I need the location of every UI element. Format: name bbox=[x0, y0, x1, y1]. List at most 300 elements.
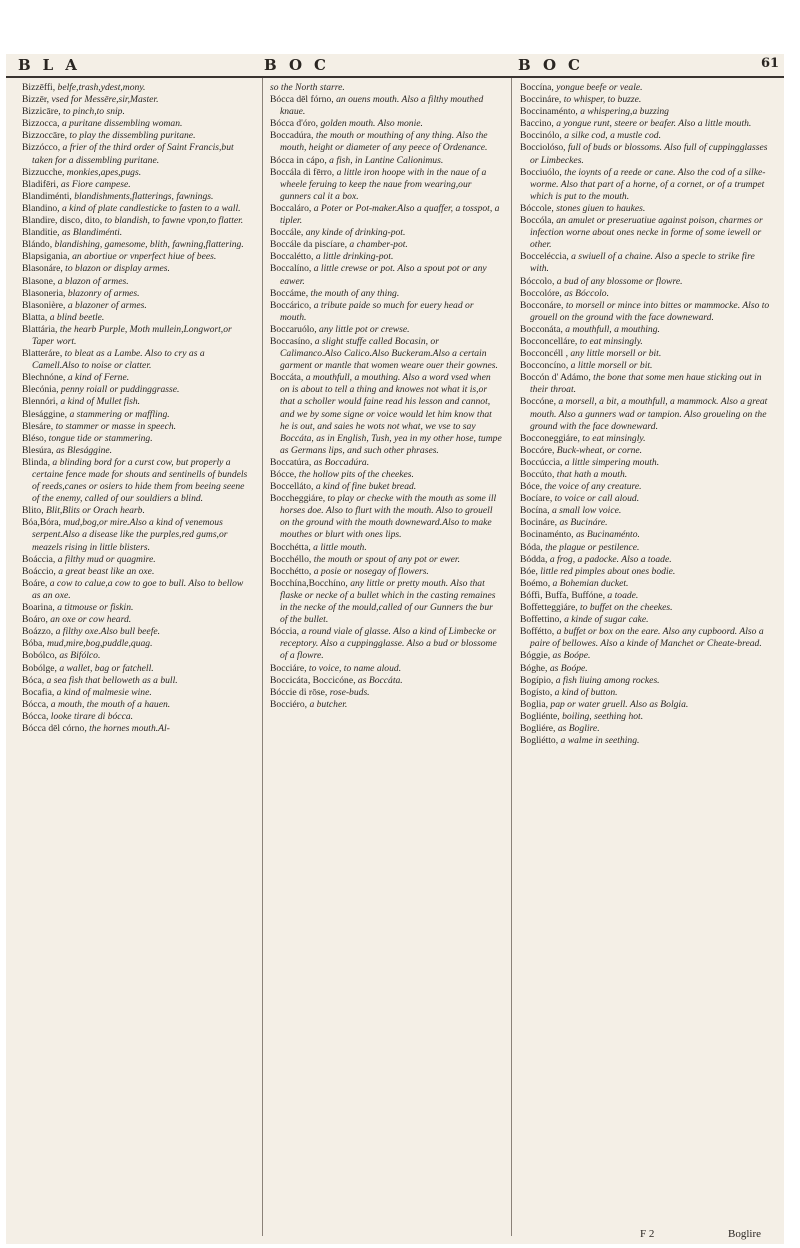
entry-definition: to play the dissembling puritane. bbox=[69, 130, 196, 142]
dictionary-entry bbox=[270, 578, 502, 626]
entry-headword: Blinda, bbox=[22, 456, 50, 468]
dictionary-entry bbox=[520, 566, 770, 578]
dictionary-entry bbox=[520, 167, 770, 203]
entry-definition: to morsell or mince into bittes or mammocke. Also to grouell on the ground with the face downeward. bbox=[530, 299, 770, 323]
entry-headword: Bizzucche, bbox=[22, 166, 65, 178]
entry-headword: Bóba, bbox=[22, 638, 45, 650]
entry-headword: Blito, bbox=[22, 505, 44, 517]
entry-headword: Blatteráre, bbox=[22, 348, 63, 360]
entry-headword: Bóggie, bbox=[520, 650, 551, 662]
dictionary-entry bbox=[520, 215, 770, 251]
entry-headword: Boáre, bbox=[22, 577, 48, 589]
dictionary-entry bbox=[520, 554, 770, 566]
dictionary-entry bbox=[22, 142, 254, 166]
entry-headword: Bócca dēl córno, bbox=[22, 722, 87, 734]
entry-definition: mud,bog,or mire.Also a kind of venemous serpent.Also a disease like the purples,red gums,or meazels rising in little blisters. bbox=[32, 517, 228, 553]
entry-definition: to blandish, to fawne vpon,to flatter. bbox=[104, 215, 244, 227]
entry-definition: a fish liuing among rockes. bbox=[555, 674, 660, 686]
entry-headword: Bocinaménto, bbox=[520, 529, 574, 541]
entry-headword: Blesággine, bbox=[22, 408, 68, 420]
dictionary-entry bbox=[520, 251, 770, 275]
entry-definition: as Bucinaménto. bbox=[575, 529, 640, 541]
entry-definition: a mouthfull, a mouthing. bbox=[565, 323, 660, 335]
dictionary-entry bbox=[520, 82, 770, 94]
entry-headword: Bócca, bbox=[22, 698, 49, 710]
page-number: 61 bbox=[761, 56, 780, 71]
dictionary-entry bbox=[270, 481, 502, 493]
entry-definition: blandishments,flatterings, fawnings. bbox=[74, 190, 214, 202]
entry-headword: Boáccia, bbox=[22, 553, 56, 565]
entry-headword: Blechnóne, bbox=[22, 372, 66, 384]
entry-headword: Boccolóre, bbox=[520, 287, 562, 299]
entry-definition: an amulet or preseruatiue against poison, charmes or infection worne about ones necke in forme of some iewell or other. bbox=[530, 215, 763, 251]
dictionary-entry bbox=[22, 663, 254, 675]
entry-definition: to stammer or masse in speech. bbox=[55, 420, 177, 432]
entry-headword: Bocconeggiáre, bbox=[520, 432, 580, 444]
entry-headword: Bóca, bbox=[22, 674, 45, 686]
entry-definition: vsed for Messēre,sir,Master. bbox=[51, 94, 159, 106]
dictionary-entry bbox=[520, 360, 770, 372]
entry-headword: Bocciéro, bbox=[270, 698, 308, 710]
entry-definition: tongue tide or stammering. bbox=[48, 432, 153, 444]
column-2 bbox=[270, 82, 502, 711]
entry-definition: a little mouth. bbox=[313, 541, 367, 553]
entry-definition: a stammering or maffling. bbox=[69, 408, 170, 420]
dictionary-entry bbox=[520, 481, 770, 493]
dictionary-entry bbox=[520, 445, 770, 457]
dictionary-entry bbox=[22, 288, 254, 300]
entry-headword: Boccóne, bbox=[520, 396, 556, 408]
dictionary-entry bbox=[270, 687, 502, 699]
dictionary-entry bbox=[520, 324, 770, 336]
entry-headword: Bóccole, bbox=[520, 202, 554, 214]
dictionary-entry bbox=[520, 542, 770, 554]
dictionary-entry bbox=[520, 687, 770, 699]
entry-headword: Boccatúra, bbox=[270, 456, 312, 468]
dictionary-entry bbox=[520, 590, 770, 602]
entry-headword: Blasoneria, bbox=[22, 287, 66, 299]
entry-definition: a titmouse or fiskin. bbox=[57, 602, 134, 614]
dictionary-entry bbox=[270, 372, 502, 457]
entry-definition: to bleat as a Lambe. Also to cry as a Camell.Also to noise or clatter. bbox=[32, 348, 205, 372]
entry-definition: a kind of Mullet fish. bbox=[60, 396, 141, 408]
entry-headword: Bogliétto, bbox=[520, 735, 559, 747]
entry-definition: a blazoner of armes. bbox=[67, 299, 147, 311]
column-divider bbox=[262, 78, 263, 1236]
entry-headword: Bocchétta, bbox=[270, 541, 311, 553]
entry-headword: Bóccia, bbox=[270, 626, 300, 638]
entry-definition: a kind of fine buket bread. bbox=[315, 481, 417, 493]
entry-headword: Boccóla, bbox=[520, 215, 554, 227]
entry-definition: a silke cod, a mustle cod. bbox=[564, 130, 661, 142]
dictionary-entry bbox=[270, 469, 502, 481]
entry-definition: a tribute paide so much for euery head or mouth. bbox=[280, 299, 474, 323]
header-rule bbox=[6, 76, 784, 78]
entry-headword: Boémo, bbox=[520, 577, 551, 589]
dictionary-entry bbox=[22, 409, 254, 421]
entry-definition: stones giuen to haukes. bbox=[556, 202, 646, 214]
entry-headword: Bóccolo, bbox=[520, 275, 555, 287]
dictionary-entry bbox=[22, 638, 254, 650]
entry-definition: little red pimples about ones bodie. bbox=[540, 565, 676, 577]
dictionary-entry bbox=[270, 203, 502, 227]
entry-definition: a small low voice. bbox=[551, 505, 622, 517]
entry-definition: as Boccáta. bbox=[357, 674, 403, 686]
entry-headword: Bizzēffi, bbox=[22, 82, 56, 93]
dictionary-entry bbox=[520, 735, 770, 747]
dictionary-entry bbox=[270, 300, 502, 324]
entry-headword: Bocciolóso, bbox=[520, 142, 566, 154]
entry-headword: Blesúra, bbox=[22, 444, 54, 456]
entry-headword: Bocciuólo, bbox=[520, 166, 562, 178]
entry-headword: Bobólge, bbox=[22, 662, 57, 674]
dictionary-entry bbox=[22, 433, 254, 445]
dictionary-entry bbox=[22, 179, 254, 191]
dictionary-entry bbox=[22, 348, 254, 372]
dictionary-entry bbox=[22, 650, 254, 662]
entry-headword: Blandire, disco, dito, bbox=[22, 215, 103, 227]
entry-definition: as Bifólco. bbox=[59, 650, 101, 662]
entry-headword: Boccinólo, bbox=[520, 130, 562, 142]
entry-definition: a great beast like an oxe. bbox=[58, 565, 155, 577]
entry-definition: a round viale of glasse. Also a kind of Limbecke or receptory. Also a cuppingglasse. Also a bud or blossome of a flowre. bbox=[280, 626, 497, 662]
entry-headword: Boccadúra, bbox=[270, 130, 314, 142]
dictionary-entry bbox=[22, 445, 254, 457]
dictionary-entry bbox=[22, 94, 254, 106]
entry-headword: Boccále, bbox=[270, 227, 304, 239]
entry-headword: Boccaláro, bbox=[270, 202, 312, 214]
dictionary-entry bbox=[22, 215, 254, 227]
entry-definition: a kind of button. bbox=[554, 686, 618, 698]
entry-definition: Buck-wheat, or corne. bbox=[556, 444, 643, 456]
entry-definition: blazonry of armes. bbox=[67, 287, 140, 299]
entry-definition: a buffet or box on the eare. Also any cupboord. Also a paire of bellowes. Also a kinde of Manchet or Cheate-bread. bbox=[530, 626, 764, 650]
dictionary-entry bbox=[22, 554, 254, 566]
dictionary-entry bbox=[270, 493, 502, 541]
dictionary-entry bbox=[520, 626, 770, 650]
entry-headword: Boccheggiáre, bbox=[270, 493, 326, 505]
dictionary-entry bbox=[270, 457, 502, 469]
entry-definition: a mouth, the mouth of a hauen. bbox=[50, 698, 171, 710]
dictionary-entry bbox=[270, 336, 502, 372]
dictionary-entry bbox=[22, 167, 254, 179]
dictionary-entry bbox=[520, 723, 770, 735]
entry-definition: as Fiore campese. bbox=[60, 178, 131, 190]
dictionary-entry bbox=[270, 167, 502, 203]
dictionary-entry bbox=[270, 566, 502, 578]
entry-definition: a Poter or Pot-maker.Also a quaffer, a tosspot, a tipler. bbox=[280, 202, 500, 227]
entry-headword: Bóda, bbox=[520, 541, 543, 553]
entry-headword: Bódda, bbox=[520, 553, 548, 565]
entry-headword: Bócca, bbox=[22, 710, 49, 722]
dictionary-entry bbox=[520, 94, 770, 106]
column-3 bbox=[520, 82, 770, 747]
dictionary-entry bbox=[22, 421, 254, 433]
entry-headword: Boccaruólo, bbox=[270, 323, 317, 335]
entry-headword: Boáccio, bbox=[22, 565, 56, 577]
entry-definition: rose-buds. bbox=[329, 686, 370, 698]
entry-definition: a filthy mud or quagmire. bbox=[57, 553, 156, 565]
entry-definition: to eat minsingly. bbox=[582, 432, 646, 444]
entry-headword: Bocconcíno, bbox=[520, 360, 569, 372]
entry-headword: Boccicáta, Boccicóne, bbox=[270, 674, 356, 686]
entry-headword: Boccúto, bbox=[520, 469, 555, 480]
dictionary-entry bbox=[520, 142, 770, 166]
entry-headword: Blandino, bbox=[22, 202, 60, 214]
entry-headword: Bóffi, Buffa, Buffóne, bbox=[520, 589, 606, 601]
entry-headword: Boccáta, bbox=[270, 372, 304, 384]
entry-definition: a little iron hoope with in the naue of a wheele feruing to keep the naue from wearing,our gunners cal it a box. bbox=[280, 166, 487, 202]
entry-definition: a cow to calue,a cow to goe to bull. Also to bellow as an oxe. bbox=[32, 577, 244, 601]
dictionary-entry bbox=[520, 348, 770, 360]
dictionary-entry bbox=[270, 542, 502, 554]
entry-definition: full of buds or blossoms. Also full of cuppingglasses or Limbeckes. bbox=[530, 142, 768, 166]
entry-headword: Boccasíno, bbox=[270, 335, 313, 347]
entry-headword: Bizzoccāre, bbox=[22, 130, 68, 142]
entry-headword: Bocchétto, bbox=[270, 565, 312, 577]
entry-headword: Bocconcéll bbox=[520, 348, 564, 360]
dictionary-entry bbox=[520, 675, 770, 687]
entry-definition: a little simpering mouth. bbox=[564, 456, 660, 468]
dictionary-entry bbox=[520, 130, 770, 142]
entry-definition: a little crewse or pot. Also a spout pot or any eawer. bbox=[280, 263, 487, 287]
entry-definition: a sea fish that belloweth as a bull. bbox=[46, 674, 178, 686]
entry-headword: Boccalíno, bbox=[270, 263, 312, 275]
entry-headword: Bocceléccia, bbox=[520, 251, 569, 263]
dictionary-entry bbox=[270, 118, 502, 130]
dictionary-entry bbox=[270, 626, 502, 662]
dictionary-entry bbox=[520, 372, 770, 396]
dictionary-entry bbox=[520, 300, 770, 324]
entry-definition: a blind beetle. bbox=[49, 311, 105, 323]
dictionary-entry bbox=[270, 227, 502, 239]
entry-definition: a slight stuffe called Bocasin, or Calimanco.Also Calico.Also Buckeram.Also a certain garment or mantle that women weare ouer their gownes. bbox=[280, 335, 498, 372]
entry-headword: Boccárico, bbox=[270, 299, 312, 311]
dictionary-entry bbox=[22, 517, 254, 553]
dictionary-entry bbox=[520, 469, 770, 481]
entry-headword: Blecónia, bbox=[22, 384, 59, 396]
entry-definition: a morsell, a bit, a mouthfull, a mammock. Also a great mouth. Also a gunners wad or tampion. Also groueling on the ground with the face downeward. bbox=[530, 396, 768, 432]
dictionary-entry bbox=[520, 457, 770, 469]
entry-headword: Bladifēri, bbox=[22, 178, 59, 190]
entry-definition: any little or pretty mouth. Also that flaske or necke of a bullet which in the casting remaines in the necke of the mould,called of our Gunners the bur of the bullet. bbox=[280, 577, 496, 626]
entry-definition: blandishing, gamesome, blith, fawning,flattering. bbox=[54, 239, 244, 251]
entry-definition: to eat minsingly. bbox=[579, 335, 643, 347]
dictionary-entry bbox=[22, 675, 254, 687]
entry-headword: Bizzicāre, bbox=[22, 106, 61, 118]
dictionary-entry bbox=[270, 155, 502, 167]
entry-definition: as Boópe. bbox=[552, 650, 591, 662]
entry-definition: a walme in seething. bbox=[560, 735, 640, 747]
entry-definition: a chamber-pot. bbox=[349, 239, 408, 251]
entry-definition: to voice or call aloud. bbox=[554, 493, 640, 505]
dictionary-entry bbox=[520, 203, 770, 215]
header-left-guide: BLA bbox=[18, 56, 89, 74]
dictionary-entry bbox=[270, 675, 502, 687]
entry-definition: a bud of any blossome or flowre. bbox=[556, 275, 683, 287]
dictionary-entry bbox=[22, 130, 254, 142]
entry-headword: Boccála di fērro, bbox=[270, 166, 335, 178]
entry-headword: Bocafia, bbox=[22, 686, 55, 698]
entry-headword: Boccalétto, bbox=[270, 251, 314, 263]
entry-headword: Bizzēr, bbox=[22, 94, 50, 106]
dictionary-entry bbox=[270, 324, 502, 336]
entry-headword: Bócca dēl fórno, bbox=[270, 94, 334, 106]
entry-definition: as Boópe. bbox=[549, 662, 588, 674]
header-middle-guide: BOC bbox=[264, 56, 338, 74]
dictionary-entry bbox=[270, 82, 502, 94]
entry-definition: a blazon of armes. bbox=[57, 275, 129, 287]
dictionary-entry bbox=[22, 626, 254, 638]
dictionary-entry bbox=[22, 723, 254, 735]
entry-definition: to whisper, to buzze. bbox=[563, 94, 642, 106]
entry-definition: monkies,apes,pugs. bbox=[66, 166, 142, 178]
entry-headword: Bocconcelláre, bbox=[520, 335, 578, 347]
dictionary-entry bbox=[22, 372, 254, 384]
entry-definition: an abortiue or vnperfect hiue of bees. bbox=[72, 251, 217, 263]
entry-headword: Boccón d' Adámo, bbox=[520, 372, 591, 384]
dictionary-entry bbox=[22, 191, 254, 203]
entry-headword: Blanditie, bbox=[22, 227, 60, 239]
entry-headword: Bocconáta, bbox=[520, 323, 563, 335]
dictionary-entry bbox=[520, 493, 770, 505]
entry-definition: Blit,Blits or Orach hearb. bbox=[46, 505, 145, 517]
entry-headword: Boccóre, bbox=[520, 444, 555, 456]
column-1 bbox=[22, 82, 254, 735]
dictionary-entry bbox=[520, 517, 770, 529]
dictionary-entry bbox=[270, 251, 502, 263]
entry-definition: mud,mire,bog,puddle,quag. bbox=[47, 638, 153, 650]
column-divider bbox=[511, 78, 512, 1236]
dictionary-entry bbox=[22, 312, 254, 324]
entry-headword: Blasone, bbox=[22, 275, 56, 287]
entry-definition: a swiuell of a chaine. Also a specle to strike fire with. bbox=[530, 251, 755, 275]
entry-definition: a toade. bbox=[607, 589, 639, 601]
entry-definition: a kind of Ferne. bbox=[67, 372, 130, 384]
entry-headword: Blasonière, bbox=[22, 299, 66, 311]
entry-definition: to blazon or display armes. bbox=[65, 263, 170, 275]
entry-definition: the hollow pits of the cheekes. bbox=[298, 469, 414, 480]
entry-definition: a mouthfull, a mouthing. Also a word vsed when on is about to tell a thing and knowes not what it is,or that a scholler would faine read his lesson and cannot, and we by some signe or voice would let him know that he is out, and saies he wots not what, we vse to say Boccáta, as in English, Tush, yea in my other hose, tumpe as Germans lips, and such other phrases. bbox=[280, 372, 502, 456]
entry-headword: Boccináre, bbox=[520, 94, 562, 106]
entry-definition: that hath a mouth. bbox=[556, 469, 628, 480]
entry-definition: a filthy oxe.Also bull beefe. bbox=[55, 626, 161, 638]
entry-definition: a puritane dissembling woman. bbox=[61, 118, 183, 130]
entry-definition: as Boccadúra. bbox=[313, 456, 370, 468]
entry-definition: as Boglire. bbox=[557, 722, 600, 734]
entry-definition: as Bóccolo. bbox=[564, 287, 609, 299]
entry-definition: a Bohemian ducket. bbox=[552, 577, 629, 589]
signature-mark: F 2 bbox=[640, 1228, 655, 1240]
dictionary-entry bbox=[520, 396, 770, 432]
entry-headword: Bobólco, bbox=[22, 650, 57, 662]
dictionary-entry bbox=[22, 324, 254, 348]
dictionary-entry bbox=[520, 699, 770, 711]
dictionary-entry bbox=[22, 118, 254, 130]
entry-definition: the voice of any creature. bbox=[544, 481, 642, 493]
dictionary-entry bbox=[22, 396, 254, 408]
dictionary-entry bbox=[270, 130, 502, 154]
dictionary-entry bbox=[520, 650, 770, 662]
entry-headword: Bóce, bbox=[520, 481, 543, 493]
entry-headword: Bléso, bbox=[22, 432, 47, 444]
entry-definition: the hornes mouth.Al- bbox=[89, 722, 170, 734]
dictionary-entry bbox=[22, 711, 254, 723]
entry-headword: Boffettino, bbox=[520, 614, 562, 626]
entry-headword: Bocína, bbox=[520, 505, 550, 517]
entry-headword: Boccúccia, bbox=[520, 456, 563, 468]
entry-headword: Bocináre, bbox=[520, 517, 558, 529]
dictionary-entry bbox=[22, 566, 254, 578]
entry-headword: Bócca in cápo, bbox=[270, 154, 327, 166]
entry-definition: a frier of the third order of Saint Francis,but taken for a dissembling puritane. bbox=[32, 142, 234, 166]
dictionary-entry bbox=[22, 239, 254, 251]
running-header bbox=[6, 54, 784, 76]
dictionary-entry bbox=[270, 699, 502, 711]
entry-headword: Boccelláto, bbox=[270, 481, 314, 493]
entry-definition: as Bucináre. bbox=[559, 517, 608, 529]
entry-definition: boiling, seething hot. bbox=[562, 710, 644, 722]
entry-headword: Blesáre, bbox=[22, 420, 54, 432]
entry-headword: Bóghe, bbox=[520, 662, 548, 674]
entry-definition: as Blesággine. bbox=[56, 444, 113, 456]
entry-headword: Boázzo, bbox=[22, 626, 54, 638]
dictionary-entry bbox=[270, 239, 502, 251]
dictionary-entry bbox=[22, 82, 254, 94]
dictionary-entry bbox=[22, 457, 254, 505]
dictionary-entry bbox=[520, 336, 770, 348]
entry-definition: a little morsell or bit. bbox=[570, 360, 653, 372]
catchword: Boglire bbox=[728, 1228, 761, 1240]
entry-definition: the plague or pestilence. bbox=[545, 541, 640, 553]
entry-definition: the mouth of any thing. bbox=[310, 287, 400, 299]
entry-definition: yongue beefe or veale. bbox=[556, 82, 643, 93]
entry-headword: Blennóri, bbox=[22, 396, 58, 408]
dictionary-entry bbox=[270, 554, 502, 566]
dictionary-entry bbox=[520, 529, 770, 541]
entry-definition: pap or water gruell. Also as Bolgia. bbox=[550, 698, 689, 710]
dictionary-entry bbox=[22, 227, 254, 239]
entry-headword: Boáro, bbox=[22, 614, 48, 626]
entry-definition: an oxe or cow heard. bbox=[50, 614, 132, 626]
entry-headword: Bocchína,Bocchíno, bbox=[270, 577, 348, 589]
entry-headword: Blándo, bbox=[22, 239, 53, 251]
dictionary-entry bbox=[22, 614, 254, 626]
entry-headword: Bizzocca, bbox=[22, 118, 60, 130]
dictionary-entry bbox=[22, 106, 254, 118]
entry-definition: any kinde of drinking-pot. bbox=[305, 227, 406, 239]
entry-definition: a kinde of sugar cake. bbox=[564, 614, 649, 626]
entry-headword: Bócca d'óro, bbox=[270, 118, 319, 130]
dictionary-entry bbox=[22, 578, 254, 602]
entry-headword: Bogliére, bbox=[520, 722, 556, 734]
dictionary-entry bbox=[22, 384, 254, 396]
entry-headword: Bogliénte, bbox=[520, 710, 560, 722]
entry-headword: Bogísto, bbox=[520, 686, 553, 698]
entry-definition: to voice, to name aloud. bbox=[308, 662, 402, 674]
entry-definition: to buffet on the cheekes. bbox=[580, 602, 673, 614]
header-right-guide: BOC bbox=[518, 56, 592, 74]
entry-definition: a posie or nosegay of flowers. bbox=[313, 565, 429, 577]
entry-headword: Boccáme, bbox=[270, 287, 309, 299]
entry-definition: so the North starre. bbox=[270, 82, 345, 93]
entry-definition: penny roiall or puddinggrasse. bbox=[60, 384, 180, 396]
entry-definition: , any little morsell or bit. bbox=[565, 348, 662, 360]
entry-definition: the mouth or spout of any pot or ewer. bbox=[313, 553, 461, 565]
dictionary-entry bbox=[520, 614, 770, 626]
dictionary-entry bbox=[22, 699, 254, 711]
entry-headword: Bóe, bbox=[520, 565, 538, 577]
